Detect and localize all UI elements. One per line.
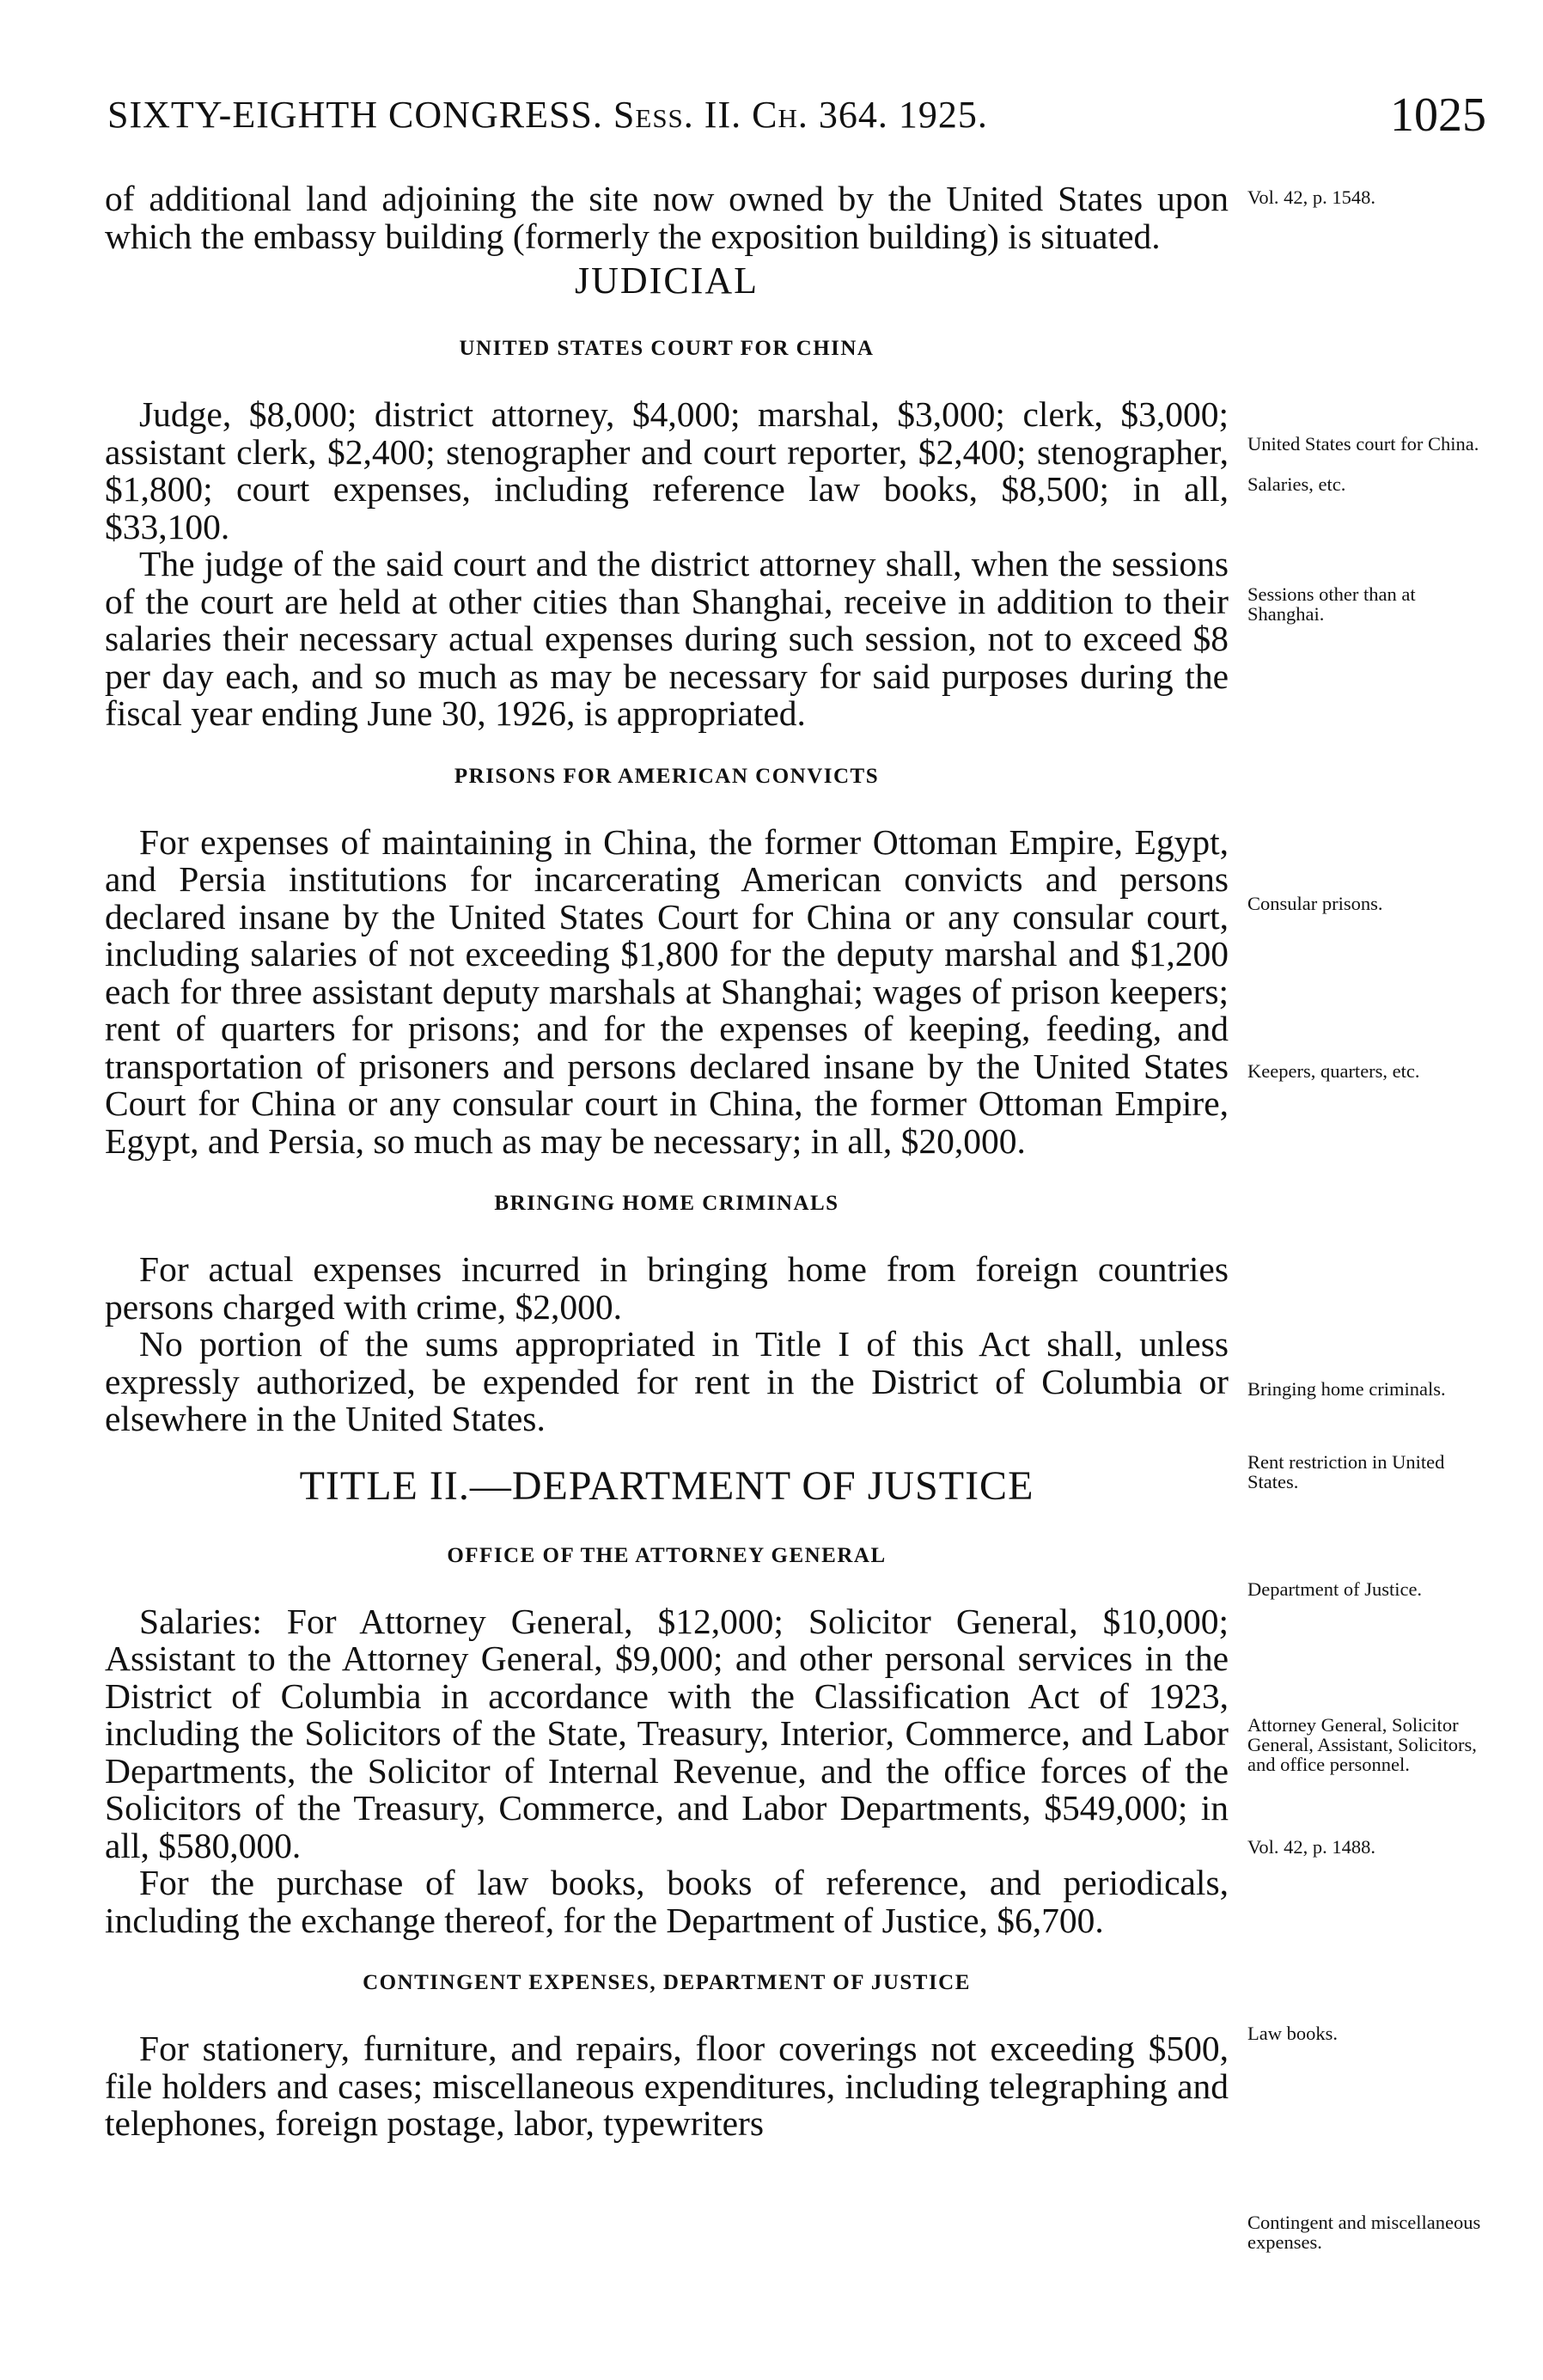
paragraph-contingent: For stationery, furniture, and repairs, floor coverings not exceeding $500, file holders and cases; miscellaneous expenditures, including telegraphing and telephones, foreign postage, labor, typewriters xyxy=(105,2029,1229,2143)
margin-note-sessions: Sessions other than at Shanghai. xyxy=(1247,583,1416,625)
heading-contingent: CONTINGENT EXPENSES, DEPARTMENT OF JUSTICE xyxy=(363,1971,971,1994)
main-text-column xyxy=(105,180,1229,2143)
title-two-heading: TITLE II.—DEPARTMENT OF JUSTICE xyxy=(299,1462,1034,1509)
paragraph-rent: No portion of the sums appropriated in Title I of this Act shall, unless expressly authorized, be expended for rent in the District of Columbia or elsewhere in the United States. xyxy=(105,1324,1229,1438)
margin-note-vol42-1488: Vol. 42, p. 1488. xyxy=(1247,1836,1375,1858)
chapter-label: Ch. 364. xyxy=(752,94,888,136)
paragraph-criminals: For actual expenses incurred in bringing home from foreign countries persons charged with crime, $2,000. xyxy=(105,1249,1229,1327)
paragraph-law-books: For the purchase of law books, books of reference, and periodicals, including the exchange thereof, for the Department of Justice, $6,700. xyxy=(105,1863,1229,1940)
margin-note-law-books: Law books. xyxy=(1247,2023,1338,2044)
page-header xyxy=(107,88,1486,153)
paragraph-sessions: The judge of the said court and the district attorney shall, when the sessions of the court are held at other cities than Shanghai, receive in addition to their salaries their necessary actual expenses during such session, not to exceed $8 per day each, and so much as may be necessary for said purposes during the fiscal year ending June 30, 1926, is appropriated. xyxy=(105,544,1229,733)
paragraph-prisons: For expenses of maintaining in China, the former Ottoman Empire, Egypt, and Persia institutions for incarcerating American convicts and persons declared insane by the United States Court for China or any consular court, including salaries of not exceeding $1,800 for the deputy marshal and $1,200 each for three assistant deputy marshals at Shanghai; wages of prison keepers; rent of quarters for prisons; and for the expenses of keeping, feeding, and transportation of prisoners and persons declared insane by the United States Court for China or any consular court in China, the former Ottoman Empire, Egypt, and Persia, so much as may be necessary; in all, $20,000. xyxy=(105,821,1229,1161)
margin-note-rent: Rent restriction in United States. xyxy=(1247,1451,1445,1492)
margin-note-contingent: Contingent and miscellaneous expenses. xyxy=(1247,2212,1481,2253)
heading-us-court-china: UNITED STATES COURT FOR CHINA xyxy=(459,337,875,360)
margin-note-bringing-home: Bringing home criminals. xyxy=(1247,1378,1446,1400)
running-head xyxy=(107,93,988,137)
margin-note-vol42-1548: Vol. 42, p. 1548. xyxy=(1247,186,1375,208)
margin-note-keepers: Keepers, quarters, etc. xyxy=(1247,1060,1420,1082)
paragraph-continuation: of additional land adjoining the site now owned by the United States upon which the embassy building (formerly the exposition building) is situated. xyxy=(105,179,1229,256)
margin-note-dept-justice: Department of Justice. xyxy=(1247,1578,1423,1600)
paragraph-attorney-salaries: Salaries: For Attorney General, $12,000; Solicitor General, $10,000; Assistant to the Attorney General, $9,000; and other personal services in the District of Columbia in accordance with the Classification Act of 1923, including the Solicitors of the State, Treasury, Interior, Commerce, and Labor Departments, the Solicitor of Internal Revenue, and the office forces of the Solicitors of the Treasury, Commerce, and Labor Departments, $549,000; in all, $580,000. xyxy=(105,1601,1229,1865)
heading-attorney-general: OFFICE OF THE ATTORNEY GENERAL xyxy=(447,1543,887,1567)
heading-criminals: BRINGING HOME CRIMINALS xyxy=(494,1192,839,1215)
congress-label: SIXTY-EIGHTH CONGRESS. xyxy=(107,94,603,136)
judicial-title: JUDICIAL xyxy=(575,259,759,302)
heading-prisons: PRISONS FOR AMERICAN CONVICTS xyxy=(454,764,880,788)
page-number: 1025 xyxy=(1390,88,1486,142)
margin-note-attorney-general: Attorney General, Solicitor General, Assistant, Solicitors, and office personnel. xyxy=(1247,1714,1477,1775)
year-label: 1925. xyxy=(898,94,988,136)
margin-note-us-court: United States court for China. xyxy=(1247,433,1479,455)
session-label: Sess. II. xyxy=(613,94,742,136)
margin-note-consular-prisons: Consular prisons. xyxy=(1247,893,1383,914)
paragraph-court-salaries: Judge, $8,000; district attorney, $4,000; marshal, $3,000; clerk, $3,000; assistant clerk, $2,400; stenographer and court reporter, $2,400; stenographer, $1,800; court expenses, including reference law books, $8,500; in all, $33,100. xyxy=(105,394,1229,546)
margin-note-salaries: Salaries, etc. xyxy=(1247,473,1346,495)
